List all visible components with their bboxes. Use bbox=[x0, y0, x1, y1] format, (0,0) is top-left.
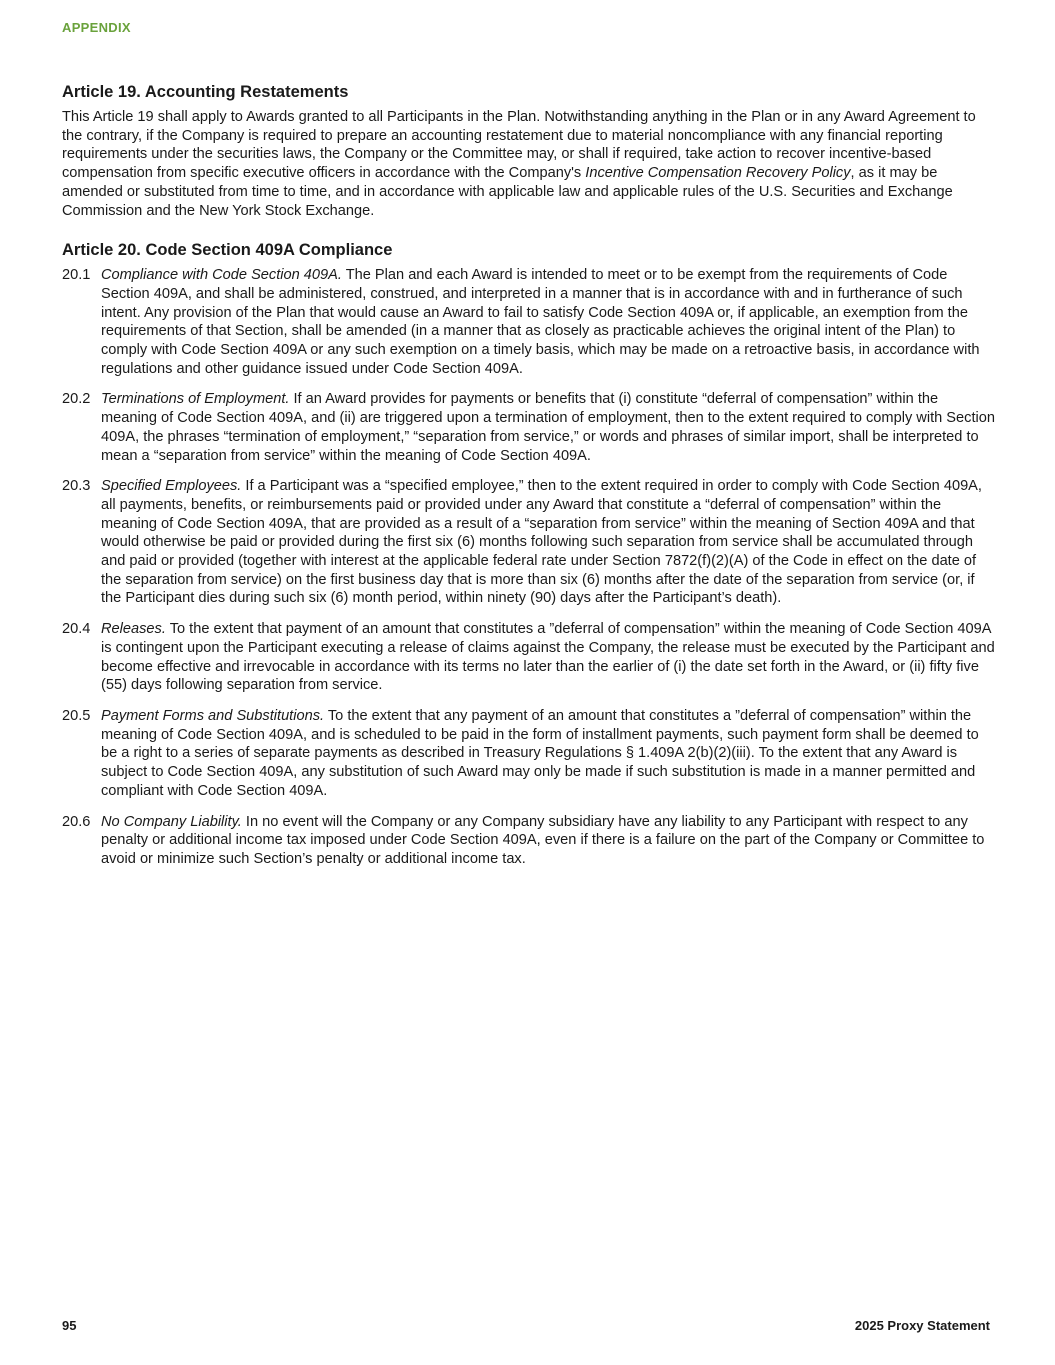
document-title: 2025 Proxy Statement bbox=[854, 1318, 990, 1333]
article-19 bbox=[62, 82, 997, 220]
section-20-2 bbox=[62, 390, 997, 465]
item-body bbox=[101, 813, 997, 869]
item-text: If a Participant was a “specified employee,” then to the extent required in order to comply with Code Section 409A, all payments, benefits, or reimbursements paid or provided under any Award that constitute a “deferral of compensation” within the meaning of Code Section 409A, that are provided as a result of a “separation from service” within the meaning of Section 409A and that would otherwise be paid or provided during the first six (6) months following such separation from service shall be accumulated through and paid or provided (together with interest at the applicable federal rate under Section 7872(f)(2)(A) of the Code in effect on the date of the separation from service) on the first business day that is more than six (6) months after the date of the separation from service (or, if the Participant dies during such six (6) month period, within ninety (90) days after the Participant’s death). bbox=[101, 478, 982, 607]
item-number: 20.1 bbox=[62, 267, 91, 284]
item-number: 20.5 bbox=[62, 707, 91, 724]
article-20 bbox=[62, 240, 997, 868]
item-number: 20.3 bbox=[62, 478, 91, 495]
section-20-5 bbox=[62, 707, 997, 801]
article-19-text-part2: , as it may be amended or substituted from time to time, and in accordance with applicable law and applicable rules of the U.S. Securities and Exchange Commission and the New York Stock Exchange. bbox=[62, 165, 953, 219]
item-body bbox=[101, 620, 997, 695]
item-text: To the extent that any payment of an amount that constitutes a ”deferral of compensation” within the meaning of Code Section 409A, and is scheduled to be paid in the form of installment payments, such payment form shall be deemed to be a right to a series of separate payments as described in Treasury Regulations § 1.409A 2(b)(2)(iii). To the extent that any Award is subject to Code Section 409A, any substitution of such Award may only be made if such substitution is made in a manner permitted and compliant with Code Section 409A. bbox=[101, 707, 979, 799]
item-body bbox=[101, 266, 997, 378]
item-title: Compliance with Code Section 409A. bbox=[101, 267, 342, 284]
item-title: Terminations of Employment. bbox=[101, 391, 290, 408]
item-body bbox=[101, 477, 997, 608]
article-20-heading: Article 20. Code Section 409A Compliance bbox=[62, 241, 393, 260]
item-body bbox=[101, 707, 997, 801]
item-number: 20.4 bbox=[62, 621, 91, 638]
item-body bbox=[101, 390, 997, 465]
page-content bbox=[62, 82, 997, 881]
section-label: APPENDIX bbox=[62, 20, 131, 35]
item-title: Payment Forms and Substitutions. bbox=[101, 707, 325, 724]
item-text: To the extent that payment of an amount that constitutes a ”deferral of compensation” within the meaning of Code Section 409A is contingent upon the Participant executing a release of claims against the Company, the release must be executed by the Participant and become effective and irrevocable in accordance with its terms no later than the earlier of (i) the date set forth in the Award, or (ii) fifty five (55) days following separation from service. bbox=[101, 621, 995, 694]
item-text: If an Award provides for payments or benefits that (i) constitute “deferral of compensation” within the meaning of Code Section 409A, and (ii) are triggered upon a termination of employment, then to the extent required to comply with Section 409A, the phrases “termination of employment,” “separation from service,” or words and phrases of similar import, shall be interpreted to mean a “separation from service” within the meaning of Code Section 409A. bbox=[101, 391, 995, 464]
item-title: Releases. bbox=[101, 621, 166, 638]
item-number: 20.6 bbox=[62, 813, 91, 830]
article-19-heading: Article 19. Accounting Restatements bbox=[62, 83, 349, 101]
recovery-policy-name: Incentive Compensation Recovery Policy bbox=[585, 165, 851, 182]
item-text: In no event will the Company or any Company subsidiary have any liability to any Participant with respect to any penalty or additional income tax imposed under Code Section 409A, even if there is a failure on the part of the Company or Committee to avoid or minimize such Section’s penalty or additional income tax. bbox=[101, 813, 985, 867]
section-20-1 bbox=[62, 266, 997, 378]
article-19-text-part1: This Article 19 shall apply to Awards granted to all Participants in the Plan. Notwithstanding anything in the Plan or in any Award Agreement to the contrary, if the Company is required to prepare an accounting restatement due to material noncompliance with any financial reporting requirements under the securities laws, the Company or the Committee may, or shall if required, take action to recover incentive-based compensation from specific executive officers in accordance with the Company's bbox=[62, 109, 976, 182]
item-number: 20.2 bbox=[62, 391, 91, 408]
item-text: The Plan and each Award is intended to meet or to be exempt from the requirements of Code Section 409A, and shall be administered, construed, and interpreted in a manner that is in accordance with and in furtherance of such intent. Any provision of the Plan that would cause an Award to fail to satisfy Code Section 409A or, if applicable, an exemption from the requirements of that Section, shall be amended (in a manner that as closely as practicable achieves the original intent of the Plan) to comply with Code Section 409A or any such exemption on a timely basis, which may be made on a retroactive basis, in accordance with regulations and other guidance issued under Code Section 409A. bbox=[101, 267, 980, 377]
page-number: 95 bbox=[62, 1318, 77, 1333]
item-title: Specified Employees. bbox=[101, 478, 242, 495]
section-20-6 bbox=[62, 813, 997, 869]
section-20-3 bbox=[62, 477, 997, 608]
item-title: No Company Liability. bbox=[101, 813, 242, 830]
article-19-body bbox=[62, 108, 997, 220]
section-20-4 bbox=[62, 620, 997, 695]
